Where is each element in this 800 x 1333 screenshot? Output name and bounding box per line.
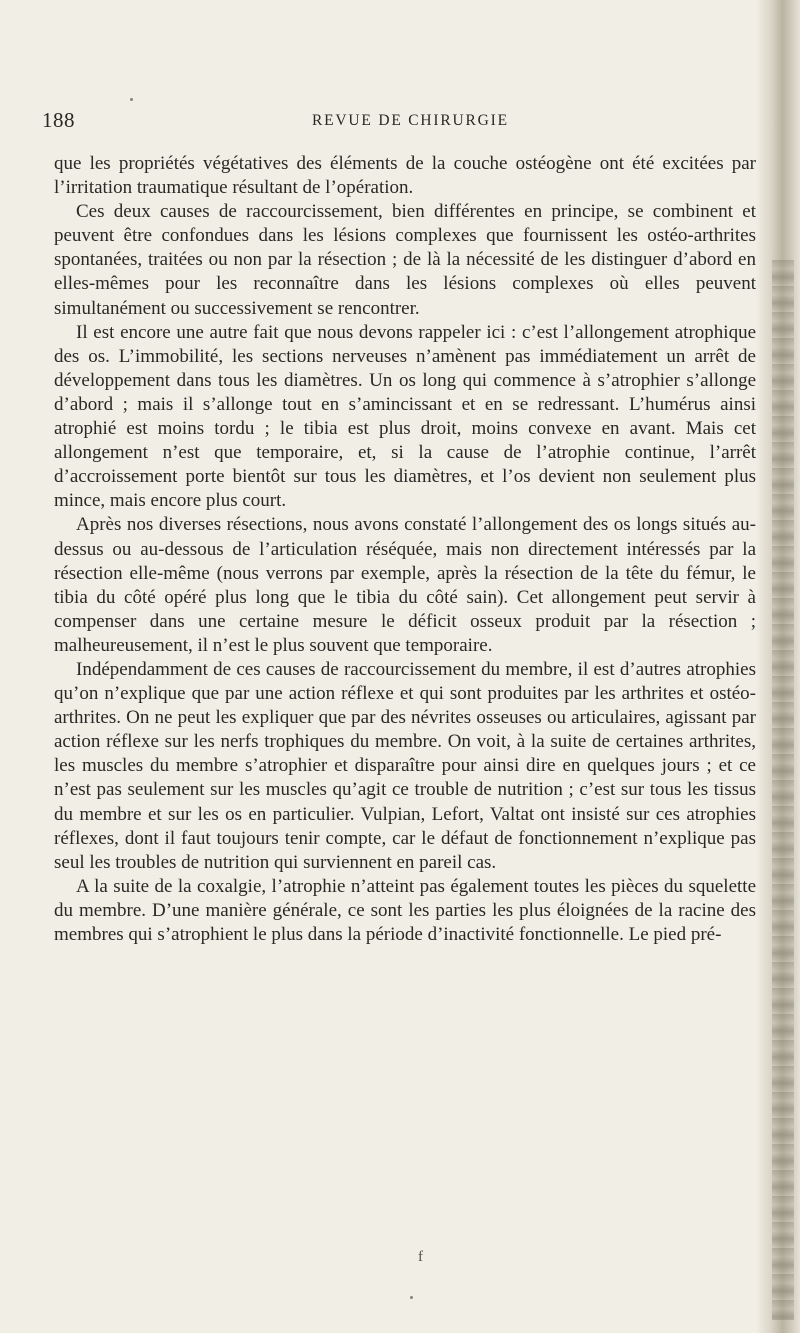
page-edge-texture bbox=[772, 260, 794, 1320]
paragraph-4: Après nos diverses résections, nous avons constaté l’allongement des os longs situés au-dessus ou au-dessous de l’articulation réséquée, mais non directement intéressés par la résection elle-même (nous verrons par exemple, après la résection de la tête du fémur, le tibia du côté opéré plus long que le tibia du côté sain). Cet allongement peut servir à compenser dans une certaine mesure le déficit osseux produit par la résection ; malheureusement, il n’est le plus souvent que temporaire. bbox=[54, 514, 756, 656]
page-number: 188 bbox=[42, 108, 75, 132]
body-text bbox=[54, 152, 756, 947]
paragraph-3: Il est encore une autre fait que nous devons rappeler ici : c’est l’allongement atrophique des os. L’immobilité, les sections nerveuses n’amènent pas immédiatement un arrêt de développement dans tous les diamètres. Un os long qui commence à s’atrophier s’allonge d’abord ; mais il s’allonge tout en s’amincissant et en se redressant. L’humérus ainsi atrophié est moins tordu ; le tibia est plus droit, moins convexe en avant. Mais cet allongement n’est que temporaire, et, si la cause de l’atrophie continue, l’arrêt d’accroissement porte bientôt sur tous les diamètres, et l’os devient non seulement plus mince, mais encore plus court. bbox=[54, 321, 756, 512]
footer-mark: f bbox=[418, 1249, 423, 1265]
running-title: REVUE DE CHIRURGIE bbox=[312, 112, 509, 129]
page-header bbox=[42, 108, 758, 142]
page-edge-shadow bbox=[756, 0, 800, 1333]
paragraph-1: que les propriétés végétatives des éléments de la couche ostéogène ont été excitées par l’irritation traumatique résultant de l’opération. bbox=[54, 153, 756, 199]
paragraph-5: Indépendamment de ces causes de raccourcissement du membre, il est d’autres atrophies qu’on n’explique que par une action réflexe et qui sont produites par les arthrites et ostéo-arthrites. On ne peut les expliquer que par des névrites osseuses ou articulaires, agissant par action réflexe sur les nerfs trophiques du membre. On voit, à la suite de certaines arthrites, les muscles du membre s’atrophier et disparaître pour ainsi dire en quelques jours ; et ce n’est pas seulement sur les muscles qu’agit ce trouble de nutrition ; c’est sur tous les tissus du membre et sur les os en particulier. Vulpian, Lefort, Valtat ont insisté sur ces atrophies réflexes, dont il faut toujours tenir compte, car le défaut de fonctionnement n’explique pas seul les troubles de nutrition qui surviennent en pareil cas. bbox=[54, 658, 756, 873]
paper-speck bbox=[130, 98, 133, 101]
paragraph-6: A la suite de la coxalgie, l’atrophie n’atteint pas également toutes les pièces du squelette du membre. D’une manière générale, ce sont les parties les plus éloignées de la racine des membres qui s’atrophient le plus dans la période d’inactivité fonctionnelle. Le pied pré- bbox=[54, 875, 756, 945]
paper-speck bbox=[410, 1296, 413, 1299]
paragraph-2: Ces deux causes de raccourcissement, bien différentes en principe, se combinent et peuvent être confondues dans les lésions complexes que fournissent les ostéo-arthrites spontanées, traitées ou non par la résection ; de là la nécessité de les distinguer d’abord en elles-mêmes pour les reconnaître dans les lésions complexes où elles peuvent simultanément ou successivement se rencontrer. bbox=[54, 201, 756, 319]
